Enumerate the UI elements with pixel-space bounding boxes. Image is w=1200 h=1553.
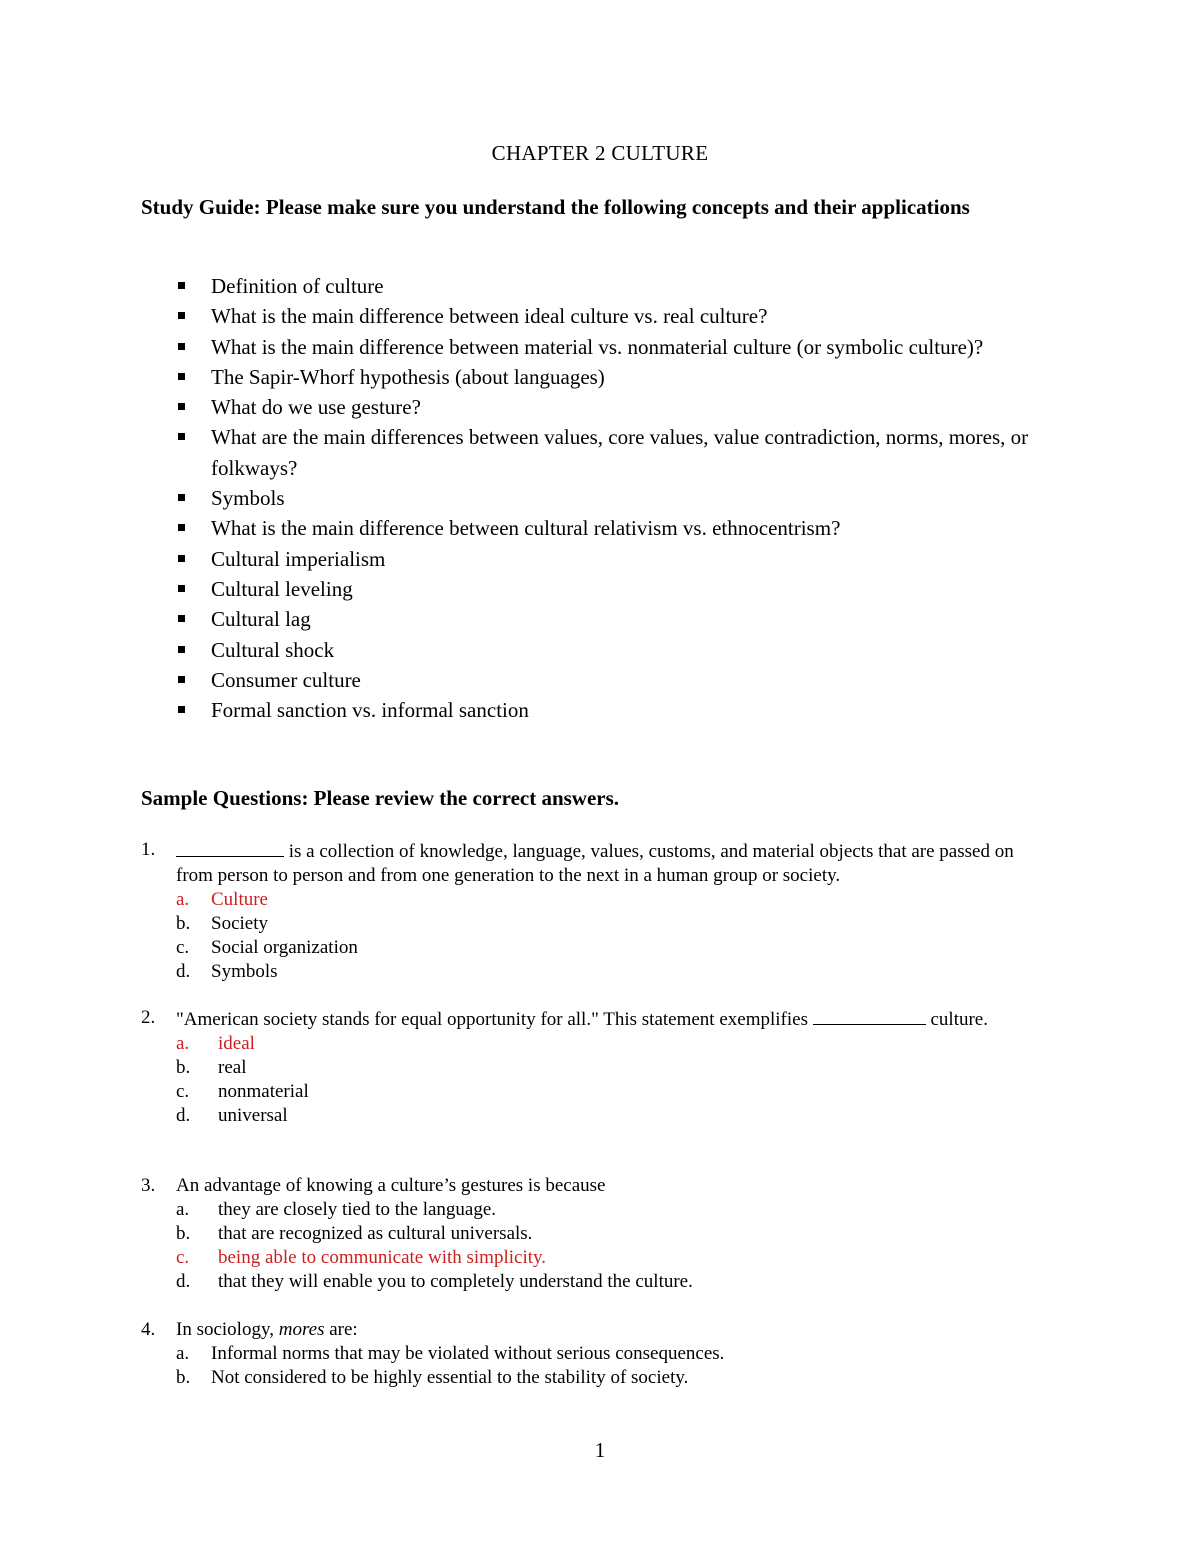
question-4 (141, 1318, 1041, 1390)
question-3 (141, 1174, 1041, 1294)
square-bullet-icon (178, 555, 185, 562)
square-bullet-icon (178, 433, 185, 440)
square-bullet-icon (178, 282, 185, 289)
question-stem: 3. An advantage of knowing a culture’s gestures is because (141, 1175, 606, 1196)
option: d. Symbols (176, 961, 278, 982)
list-item: The Sapir-Whorf hypothesis (about languages) (141, 362, 1061, 392)
square-bullet-icon (178, 676, 185, 683)
list-item: Definition of culture (141, 271, 1061, 301)
option: d. universal (176, 1105, 288, 1126)
list-item: Cultural imperialism (141, 544, 1061, 574)
study-guide-list (141, 271, 1061, 725)
question-2 (141, 1006, 1041, 1128)
list-item: What is the main difference between material vs. nonmaterial culture (or symbolic culture)? (141, 332, 1061, 362)
option: b. real (176, 1057, 247, 1078)
question-stem: 4. In sociology, mores are: (141, 1319, 358, 1340)
sample-questions-heading: Sample Questions: Please review the correct answers. (141, 786, 620, 810)
square-bullet-icon (178, 312, 185, 319)
square-bullet-icon (178, 343, 185, 350)
option: a. Informal norms that may be violated without serious consequences. (176, 1343, 725, 1364)
question-number: 4. (141, 1319, 156, 1340)
question-stem: 2. "American society stands for equal opportunity for all." This statement exemplifies culture. (141, 1007, 988, 1030)
list-item: Cultural shock (141, 635, 1061, 665)
option: b. Not considered to be highly essential to the stability of society. (176, 1367, 689, 1388)
list-item: What is the main difference between ideal culture vs. real culture? (141, 301, 1061, 331)
list-item: What do we use gesture? (141, 392, 1061, 422)
option: b. that are recognized as cultural universals. (176, 1223, 533, 1244)
list-item: Cultural lag (141, 604, 1061, 634)
list-item: What is the main difference between cultural relativism vs. ethnocentrism? (141, 513, 1061, 543)
question-number: 2. (141, 1007, 156, 1028)
answer-blank (813, 1006, 926, 1025)
square-bullet-icon (178, 373, 185, 380)
study-guide-heading: Study Guide: Please make sure you understand the following concepts and their applications (141, 195, 970, 219)
list-item: What are the main differences between values, core values, value contradiction, norms, mores, or folkways? (141, 422, 1061, 483)
list-item: Consumer culture (141, 665, 1061, 695)
square-bullet-icon (178, 403, 185, 410)
question-stem: 1. is a collection of knowledge, language, values, customs, and material objects that are passed on from person to person and from one generation to the next in a human group or society. (141, 839, 1014, 886)
option-correct: a. ideal (176, 1033, 255, 1054)
option: c. Social organization (176, 937, 358, 958)
question-1 (141, 838, 1041, 984)
option: c. nonmaterial (176, 1081, 309, 1102)
option: d. that they will enable you to completely understand the culture. (176, 1271, 693, 1292)
list-item: Symbols (141, 483, 1061, 513)
question-number: 1. (141, 839, 156, 860)
option: b. Society (176, 913, 268, 934)
option-correct: a. Culture (176, 889, 268, 910)
list-item: Cultural leveling (141, 574, 1061, 604)
chapter-title: CHAPTER 2 CULTURE (491, 141, 709, 165)
page-number: 1 (594, 1438, 606, 1462)
square-bullet-icon (178, 585, 185, 592)
option-correct: c. being able to communicate with simplicity. (176, 1247, 547, 1268)
square-bullet-icon (178, 615, 185, 622)
square-bullet-icon (178, 646, 185, 653)
answer-blank (176, 838, 284, 857)
list-item: Formal sanction vs. informal sanction (141, 695, 1061, 725)
question-number: 3. (141, 1175, 156, 1196)
square-bullet-icon (178, 524, 185, 531)
square-bullet-icon (178, 706, 185, 713)
option: a. they are closely tied to the language. (176, 1199, 497, 1220)
square-bullet-icon (178, 494, 185, 501)
